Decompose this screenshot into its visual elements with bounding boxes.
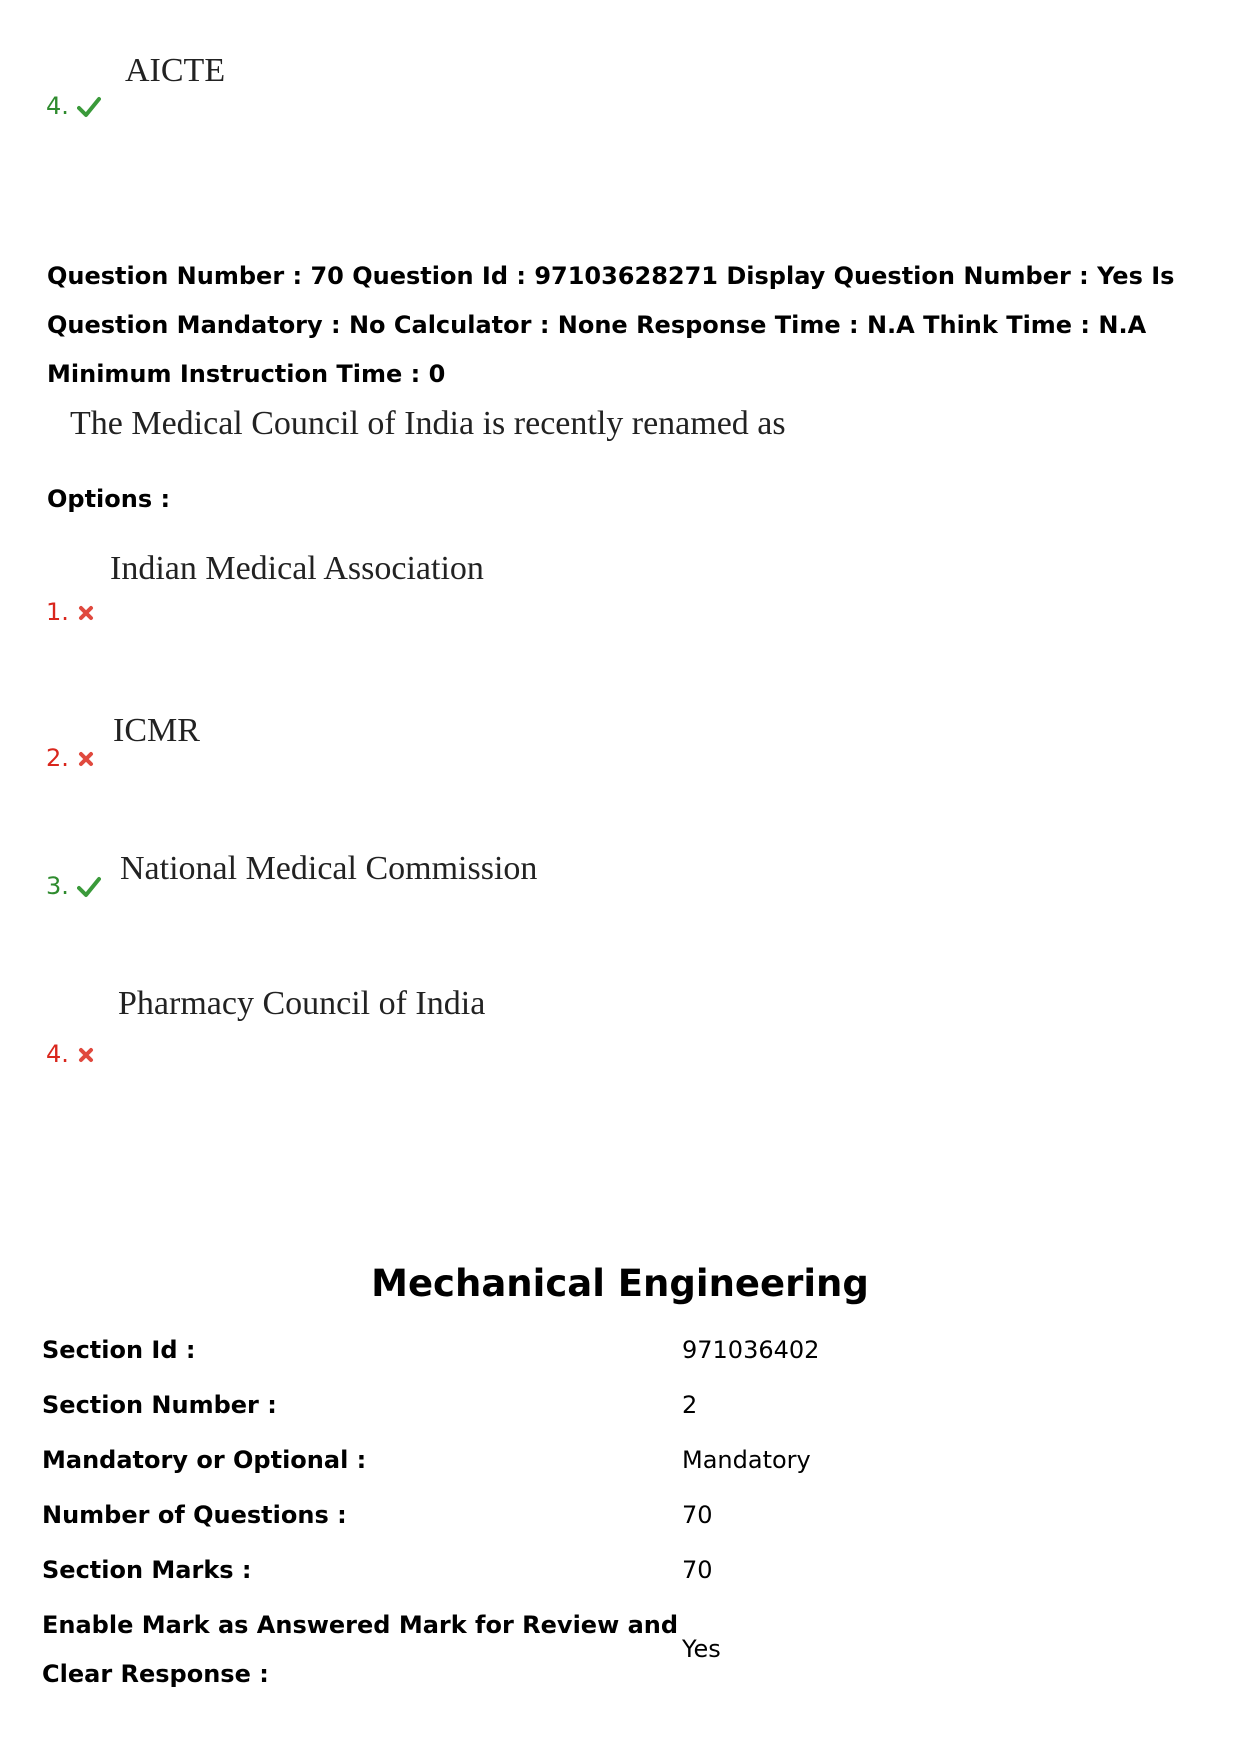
enable-mark-label-line2: Clear Response : [42, 1660, 269, 1688]
cross-icon [77, 604, 95, 622]
num-questions-value: 70 [682, 1501, 713, 1529]
check-icon [77, 96, 101, 118]
mandatory-value: Mandatory [682, 1446, 811, 1474]
option-3-marker [46, 872, 101, 900]
option-3-number: 3. [46, 872, 69, 900]
check-icon [77, 876, 101, 898]
mandatory-label: Mandatory or Optional : [42, 1446, 367, 1474]
option-3-text: National Medical Commission [120, 850, 538, 887]
cross-icon [77, 1046, 95, 1064]
option-1-marker [46, 598, 95, 626]
option-2-text: ICMR [113, 712, 200, 749]
question-text: The Medical Council of India is recently renamed as [70, 405, 786, 442]
cross-icon [77, 750, 95, 768]
prev-option-4-marker [46, 92, 101, 120]
section-marks-label: Section Marks : [42, 1556, 252, 1584]
section-id-value: 971036402 [682, 1336, 820, 1364]
num-questions-label: Number of Questions : [42, 1501, 347, 1529]
option-4-text: Pharmacy Council of India [118, 985, 486, 1022]
option-1-number: 1. [46, 598, 69, 626]
option-2-number: 2. [46, 744, 69, 772]
prev-option-4-number: 4. [46, 92, 69, 120]
option-4-number: 4. [46, 1040, 69, 1068]
section-marks-value: 70 [682, 1556, 713, 1584]
section-number-value: 2 [682, 1391, 698, 1419]
option-4-marker [46, 1040, 95, 1068]
section-title: Mechanical Engineering [371, 1262, 869, 1305]
option-1-text: Indian Medical Association [110, 550, 484, 587]
options-label: Options : [47, 485, 171, 513]
section-id-label: Section Id : [42, 1336, 196, 1364]
prev-option-4-text: AICTE [125, 52, 226, 89]
question-meta: Question Number : 70 Question Id : 97103628271 Display Question Number : Yes Is Question Mandatory : No Calculator : None Response Time : N.A Think Time : N.A Minimum Instruction Time : 0 [47, 262, 1175, 388]
enable-mark-value: Yes [682, 1635, 721, 1663]
section-number-label: Section Number : [42, 1391, 277, 1419]
option-2-marker [46, 744, 95, 772]
enable-mark-label-line1: Enable Mark as Answered Mark for Review and [42, 1611, 679, 1639]
